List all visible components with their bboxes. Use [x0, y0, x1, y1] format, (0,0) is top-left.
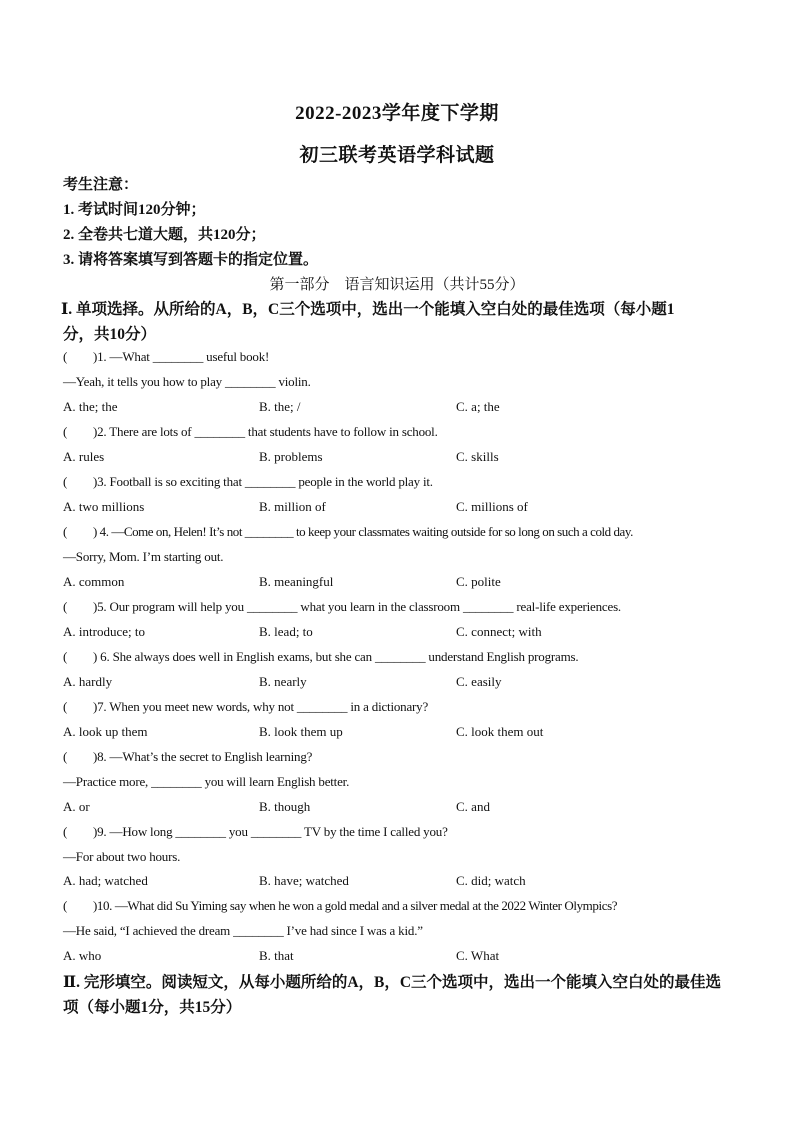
question-dialogue-line: —Practice more, ________ you will learn English better. [63, 774, 350, 789]
question-text: ) 4. —Come on, Helen! It’s not ________ to keep your classmates waiting outside for so long on such a cold day. [93, 524, 633, 539]
option-b: B. nearly [259, 674, 307, 689]
question-text: )1. —What ________ useful book! [93, 349, 270, 364]
option-a: A. two millions [63, 499, 145, 514]
answer-paren: ( [63, 474, 68, 489]
question-text: )5. Our program will help you ________ what you learn in the classroom ________ real-life experiences. [93, 599, 621, 614]
question-text: ) 6. She always does well in English exams, but she can ________ understand English programs. [93, 649, 579, 664]
option-a: A. rules [63, 449, 105, 464]
option-a: A. common [63, 574, 125, 589]
option-b: B. though [259, 799, 311, 814]
question-text: )2. There are lots of ________ that students have to follow in school. [93, 424, 438, 439]
option-a: A. had; watched [63, 873, 148, 888]
option-a: A. hardly [63, 674, 113, 689]
part-title: 第一部分 语言知识运用（共计55分） [269, 277, 525, 293]
section-instruction: 分，共10分） [63, 326, 157, 343]
answer-paren: ( [63, 898, 67, 913]
question-stem [63, 524, 633, 540]
option-b: B. meaningful [259, 574, 334, 589]
answer-paren: ( [63, 649, 68, 664]
option-c: C. easily [456, 674, 502, 689]
section-instruction: Ⅱ. 完形填空。阅读短文，从每小题所给的A，B，C三个选项中，选出一个能填入空白处的最佳选项（每小题1分，共15分） [63, 974, 722, 1016]
option-c: C. and [456, 799, 490, 814]
question-stem [63, 649, 578, 665]
notice-item: 1. 考试时间120分钟； [63, 202, 206, 218]
question-dialogue-line: —He said, “I achieved the dream ________ I’ve had since I was a kid.” [63, 923, 423, 938]
option-c: C. skills [456, 449, 499, 464]
question-stem [63, 424, 438, 440]
option-b: B. that [259, 948, 294, 963]
answer-paren: ( [63, 524, 67, 539]
question-text: )9. —How long ________ you ________ TV by the time I called you? [93, 824, 448, 839]
exam-title: 初三联考英语学科试题 [299, 145, 495, 166]
question-stem [63, 349, 269, 365]
option-a: A. introduce; to [63, 624, 145, 639]
question-dialogue-line: —For about two hours. [63, 849, 181, 864]
option-c: C. What [456, 948, 500, 963]
option-a: A. or [63, 799, 90, 814]
option-b: B. million of [259, 499, 326, 514]
question-stem [63, 824, 448, 840]
option-c: C. connect; with [456, 624, 542, 639]
question-stem [63, 599, 621, 615]
option-c: C. look them out [456, 724, 544, 739]
question-dialogue-line: —Yeah, it tells you how to play ________ violin. [63, 374, 311, 389]
option-c: C. millions of [456, 499, 528, 514]
question-dialogue-line: —Sorry, Mom. I’m starting out. [63, 549, 224, 564]
option-a: A. the; the [63, 399, 118, 414]
option-b: B. lead; to [259, 624, 313, 639]
option-c: C. polite [456, 574, 501, 589]
question-stem [63, 474, 433, 490]
exam-term-title: 2022-2023学年度下学期 [295, 103, 499, 124]
option-a: A. look up them [63, 724, 148, 739]
question-stem [63, 699, 428, 715]
answer-paren: ( [63, 424, 68, 439]
section-instruction: Ⅰ. 单项选择。从所给的A，B，C三个选项中，选出一个能填入空白处的最佳选项（每小题1 [61, 301, 675, 318]
answer-paren: ( [63, 349, 68, 364]
answer-paren: ( [63, 749, 68, 764]
question-text: )3. Football is so exciting that ________ people in the world play it. [93, 474, 433, 489]
answer-paren: ( [63, 824, 68, 839]
option-b: B. look them up [259, 724, 343, 739]
question-text: )8. —What’s the secret to English learning? [93, 749, 313, 764]
answer-paren: ( [63, 699, 68, 714]
option-c: C. did; watch [456, 873, 526, 888]
answer-paren: ( [63, 599, 68, 614]
notice-item: 2. 全卷共七道大题，共120分； [63, 227, 266, 243]
option-a: A. who [63, 948, 102, 963]
option-b: B. have; watched [259, 873, 349, 888]
option-c: C. a; the [456, 399, 500, 414]
question-text: )7. When you meet new words, why not ________ in a dictionary? [93, 699, 429, 714]
option-b: B. the; / [259, 399, 301, 414]
question-text: )10. —What did Su Yiming say when he won a gold medal and a silver medal at the 2022 Winter Olympics? [93, 898, 618, 913]
option-b: B. problems [259, 449, 323, 464]
question-stem [63, 898, 617, 914]
notice-item: 3. 请将答案填写到答题卡的指定位置。 [63, 252, 319, 268]
notice-heading: 考生注意： [63, 177, 139, 193]
question-stem [63, 749, 312, 765]
